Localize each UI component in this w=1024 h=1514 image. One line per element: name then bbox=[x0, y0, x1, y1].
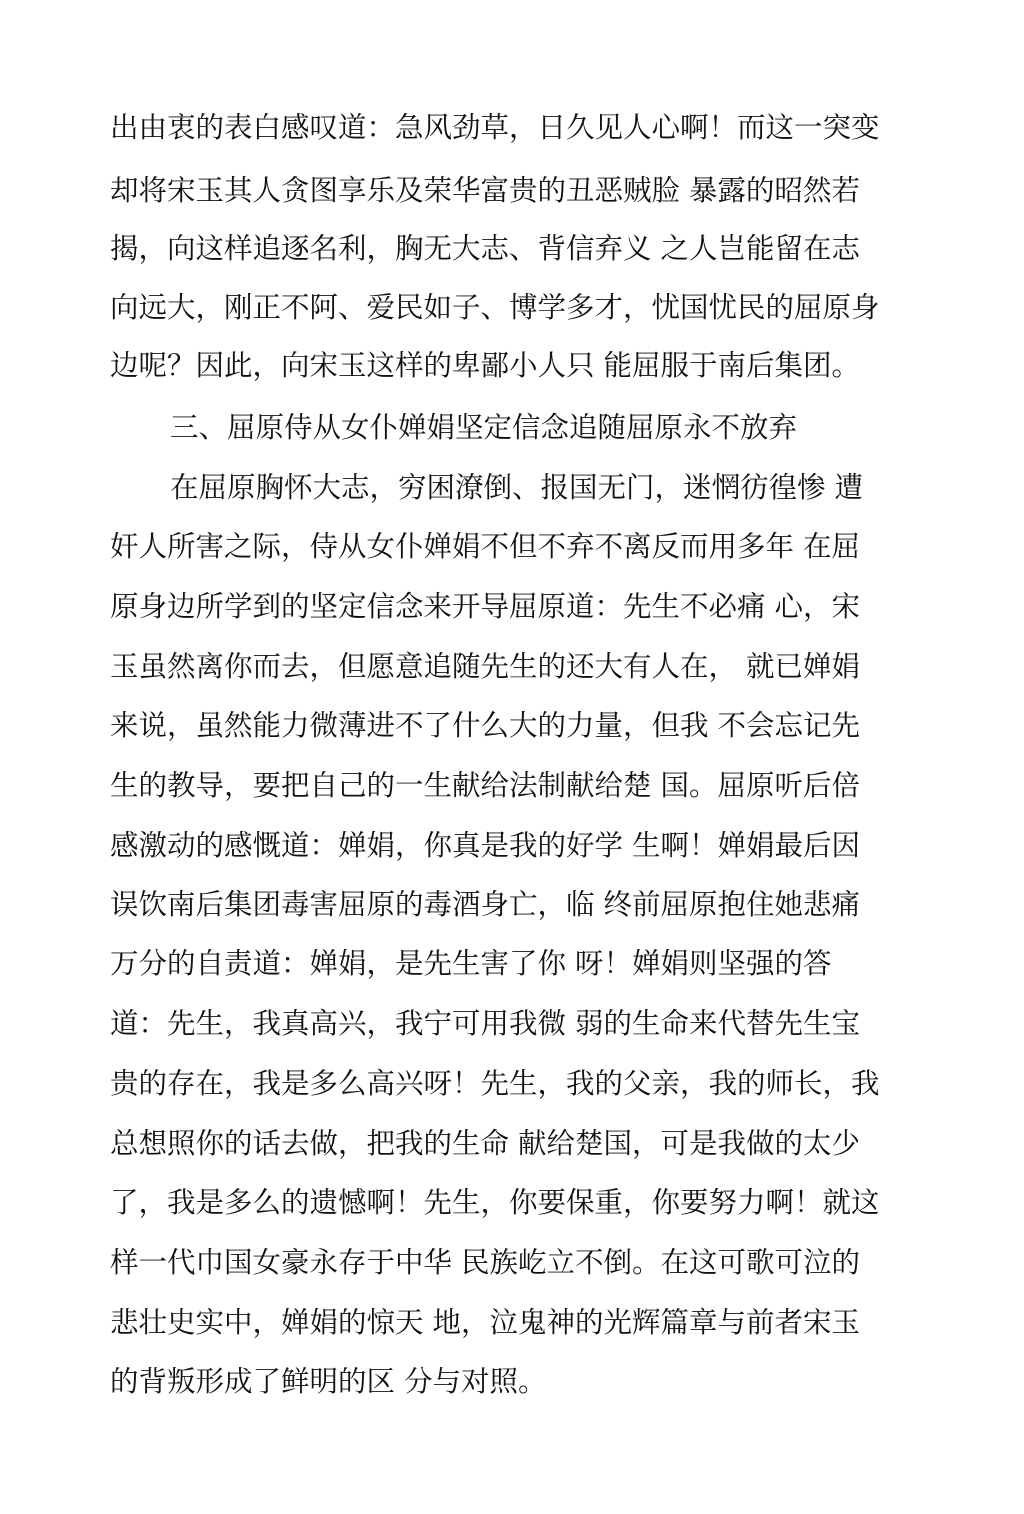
text-line: 却将宋玉其人贪图享乐及荣华富贵的丑恶贼脸 暴露的昭然若 bbox=[110, 174, 861, 207]
text-line: 悲壮史实中，婵娟的惊天 地，泣鬼神的光辉篇章与前者宋玉 bbox=[110, 1306, 861, 1339]
text-line: 道：先生，我真高兴，我宁可用我微 弱的生命来代替先生宝 bbox=[110, 1007, 861, 1040]
text-line: 的背叛形成了鲜明的区 分与对照。 bbox=[110, 1365, 547, 1398]
text-line: 感激动的感慨道：婵娟，你真是我的好学 生啊！婵娟最后因 bbox=[110, 829, 861, 862]
text-line: 总想照你的话去做，把我的生命 献给楚国，可是我做的太少 bbox=[110, 1127, 861, 1160]
text-line: 误饮南后集团毒害屈原的毒酒身亡，临 终前屈原抱住她悲痛 bbox=[110, 888, 861, 921]
text-line: 奸人所害之际，侍从女仆婵娟不但不弃不离反而用多年 在屈 bbox=[110, 530, 861, 563]
section-heading: 三、屈原侍从女仆婵娟坚定信念追随屈原永不放弃 bbox=[170, 411, 798, 444]
text-line: 原身边所学到的坚定信念来开导屈原道：先生不必痛 心，宋 bbox=[110, 590, 861, 623]
text-line: 揭，向这样追逐名利，胸无大志、背信弃义 之人岂能留在志 bbox=[110, 232, 861, 265]
text-line: 生的教导，要把自己的一生献给法制献给楚 国。屈原听后倍 bbox=[110, 769, 861, 802]
text-line: 了，我是多么的遗憾啊！先生，你要保重，你要努力啊！就这 bbox=[110, 1186, 880, 1219]
text-line: 样一代巾国女豪永存于中华 民族屹立不倒。在这可歌可泣的 bbox=[110, 1246, 861, 1279]
text-line: 来说，虽然能力微薄进不了什么大的力量，但我 不会忘记先 bbox=[110, 709, 861, 742]
text-line: 在屈原胸怀大志，穷困潦倒、报国无门，迷惘彷徨惨 遭 bbox=[170, 471, 864, 504]
text-line: 玉虽然离你而去，但愿意追随先生的还大有人在， 就已婵娟 bbox=[110, 650, 861, 683]
text-line: 边呢？因此，向宋玉这样的卑鄙小人只 能屈服于南后集团。 bbox=[110, 349, 861, 382]
text-line: 向远大，刚正不阿、爱民如子、博学多才，忧国忧民的屈原身 bbox=[110, 291, 880, 324]
text-line: 贵的存在，我是多么高兴呀！先生，我的父亲，我的师长，我 bbox=[110, 1067, 880, 1100]
text-line: 出由衷的表白感叹道：急风劲草，日久见人心啊！而这一突变 bbox=[110, 111, 880, 144]
text-line: 万分的自责道：婵娟，是先生害了你 呀！婵娟则坚强的答 bbox=[110, 947, 832, 980]
